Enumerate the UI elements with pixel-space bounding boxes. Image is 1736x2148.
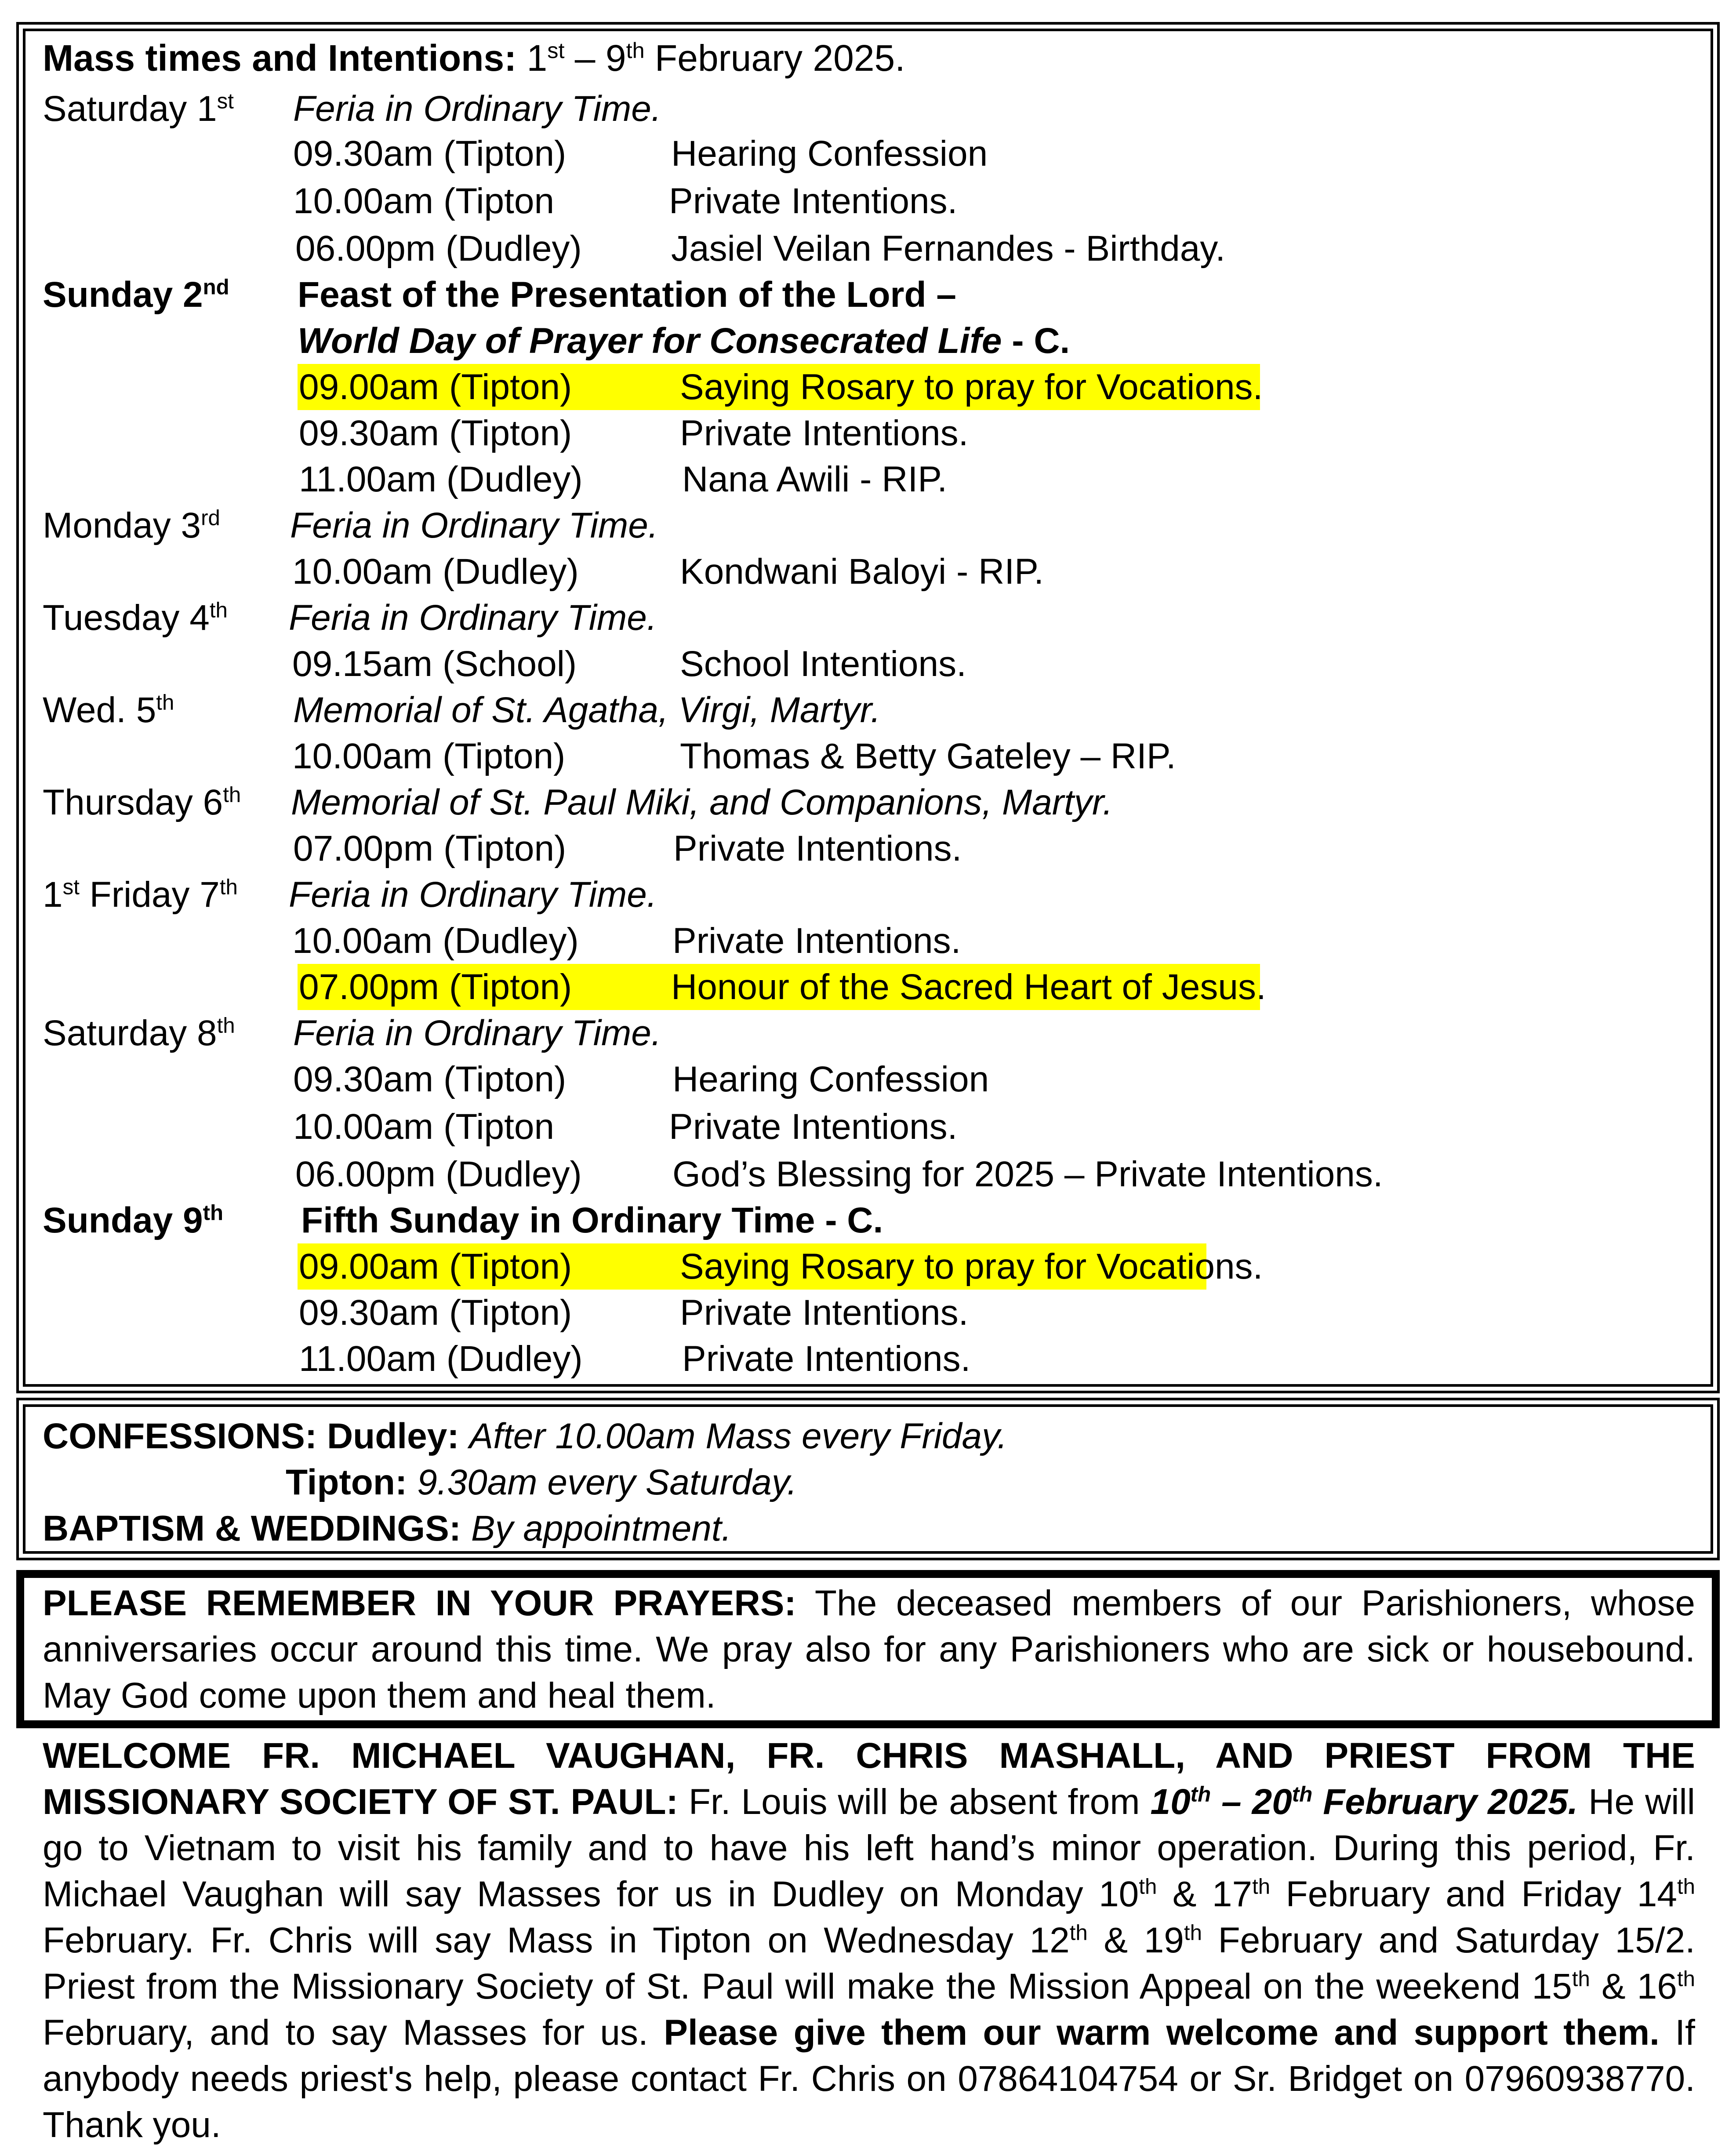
schedule-row-mass: 06.00pm (Dudley) Jasiel Veilan Fernandes - Birthday. bbox=[295, 229, 1226, 269]
schedule-row-day: Tuesday 4th Feria in Ordinary Time. bbox=[43, 598, 657, 638]
schedule-row-day: Saturday 1st Feria in Ordinary Time. bbox=[43, 89, 661, 129]
schedule-row-mass: 09.30am (Tipton) Private Intentions. bbox=[299, 1293, 969, 1333]
schedule-row-mass: 10.00am (Dudley) Private Intentions. bbox=[292, 921, 961, 961]
welcome-notice: WELCOME FR. MICHAEL VAUGHAN, FR. CHRIS MASHALL, AND PRIEST FROM THE MISSIONARY SOCIETY OF ST. PAUL: Fr. Louis will be absent from 10th – 20th February 2025. He will go to Vietnam to visit his family and to have his left hand’s minor operation. During this period, Fr. Michael Vaughan will say Masses for us in Dudley on Monday 10th & 17th February and Friday 14th February. Fr. Chris will say Mass in Tipton on Wednesday 12th & 19th February and Saturday 15/2. Priest from the Missionary Society of St. Paul will make the Mission Appeal on the weekend 15th & 16th February, and to say Masses for us. Please give them our warm welcome and support them. If anybody needs priest's help, please contact Fr. Chris on 07864104754 or Sr. Bridget on 07960938770. Thank you. bbox=[43, 1736, 1696, 2145]
schedule-row-mass: 09.30am (Tipton) Hearing Confession bbox=[293, 1059, 989, 1099]
schedule-row-mass: 11.00am (Dudley) Private Intentions. bbox=[299, 1339, 971, 1379]
schedule-row-highlighted: 07.00pm (Tipton) Honour of the Sacred Heart of Jesus. bbox=[43, 964, 1704, 1010]
schedule-row-day: Wed. 5th Memorial of St. Agatha, Virgi, Martyr. bbox=[43, 690, 881, 730]
mass-times-title: Mass times and Intentions: 1st – 9th February 2025. bbox=[43, 37, 905, 79]
schedule-row-day: Sunday 2nd Feast of the Presentation of the Lord – bbox=[43, 275, 956, 315]
prayers-text: PLEASE REMEMBER IN YOUR PRAYERS: The deceased members of our Parishioners, whose anniversaries occur around this time. We pray also for any Parishioners who are sick or housebound. May God come upon them and heal them. bbox=[43, 1583, 1695, 1715]
schedule-row-day: Monday 3rd Feria in Ordinary Time. bbox=[43, 505, 658, 545]
confessions-dudley: CONFESSIONS: Dudley: After 10.00am Mass every Friday. bbox=[43, 1416, 1007, 1456]
schedule-row-mass: 09.15am (School) School Intentions. bbox=[292, 644, 966, 684]
schedule-row-mass: 10.00am (Dudley) Kondwani Baloyi - RIP. bbox=[292, 552, 1044, 592]
schedule-row-mass: 09.30am (Tipton) Private Intentions. bbox=[299, 413, 969, 453]
schedule-row-day: Thursday 6th Memorial of St. Paul Miki, and Companions, Martyr. bbox=[43, 782, 1113, 822]
schedule-row-mass: 07.00pm (Tipton) Private Intentions. bbox=[293, 829, 962, 869]
schedule-row-mass: 10.00am (Tipton) Thomas & Betty Gateley – RIP. bbox=[292, 736, 1176, 776]
schedule-row-day: Sunday 9th Fifth Sunday in Ordinary Time - C. bbox=[43, 1200, 883, 1240]
schedule-row-day: 1st Friday 7th Feria in Ordinary Time. bbox=[43, 875, 657, 915]
schedule-row-highlighted: 09.00am (Tipton) Saying Rosary to pray for Vocations. bbox=[43, 1243, 1704, 1290]
schedule-row-mass: 10.00am (Tipton Private Intentions. bbox=[293, 181, 958, 221]
schedule-row-mass: 11.00am (Dudley) Nana Awili - RIP. bbox=[299, 459, 948, 499]
schedule-row-mass: 06.00pm (Dudley) God’s Blessing for 2025 – Private Intentions. bbox=[295, 1154, 1383, 1194]
baptism-weddings: BAPTISM & WEDDINGS: By appointment. bbox=[43, 1508, 732, 1548]
confessions-tipton: Tipton: 9.30am every Saturday. bbox=[286, 1462, 797, 1502]
schedule-row-mass: 09.30am (Tipton) Hearing Confession bbox=[293, 134, 988, 174]
schedule-row-mass: 10.00am (Tipton Private Intentions. bbox=[293, 1107, 958, 1147]
schedule-row-day: Saturday 8th Feria in Ordinary Time. bbox=[43, 1013, 661, 1053]
schedule-row-desc: World Day of Prayer for Consecrated Life - C. bbox=[298, 321, 1070, 361]
schedule-row-highlighted: 09.00am (Tipton) Saying Rosary to pray for Vocations. bbox=[43, 364, 1704, 410]
